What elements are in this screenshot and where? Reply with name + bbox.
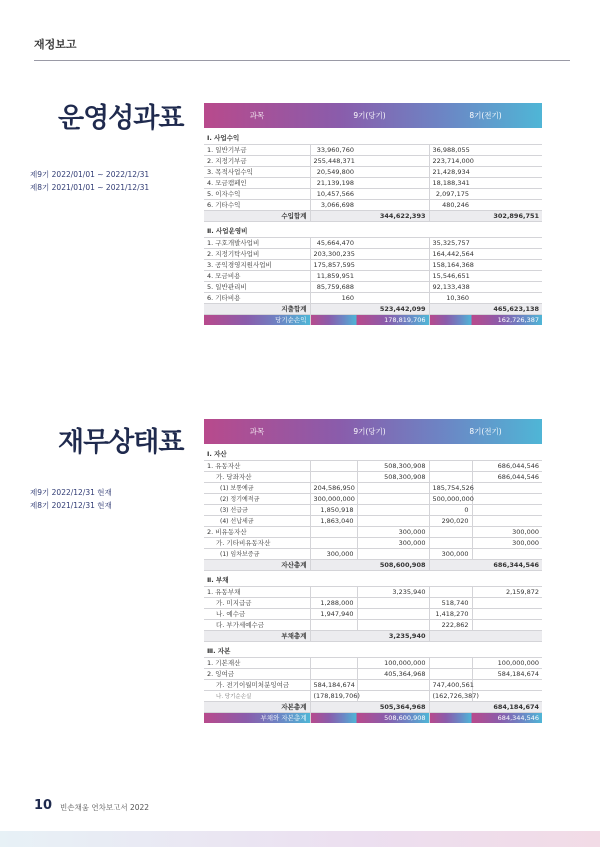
table-cell [310, 657, 357, 668]
col-prev: 8기(전기) [469, 427, 502, 436]
table-cell: 584,184,674 [472, 668, 542, 679]
table-cell: 5. 이자수익 [204, 188, 310, 199]
table-cell [472, 493, 542, 504]
table-cell: 203,300,235 [310, 248, 357, 259]
table-cell [357, 679, 429, 690]
table-cell [429, 630, 472, 641]
table-cell [310, 460, 357, 471]
table-cell [429, 303, 472, 314]
table-cell: (2) 정기예적금 [204, 493, 310, 504]
table-cell: 255,448,371 [310, 155, 357, 166]
table-cell: 100,000,000 [472, 657, 542, 668]
table-cell: 4. 모금비용 [204, 270, 310, 281]
subtotal-row [204, 630, 542, 641]
table-cell: 747,400,561 [429, 679, 472, 690]
table-cell [472, 248, 542, 259]
table-cell: 11,859,951 [310, 270, 357, 281]
table-cell: 3,066,698 [310, 199, 357, 210]
table-cell [357, 166, 429, 177]
table-row [204, 657, 542, 668]
table-cell: (1) 보통예금 [204, 482, 310, 493]
col-item: 과목 [249, 427, 265, 436]
table-cell: 302,896,751 [472, 210, 542, 221]
table-cell: 185,754,526 [429, 482, 472, 493]
table-cell: 36,988,055 [429, 144, 472, 155]
table-cell: 6. 기타수익 [204, 199, 310, 210]
table-cell: 465,623,138 [472, 303, 542, 314]
table-cell [429, 586, 472, 597]
table-cell: 162,726,387 [472, 314, 542, 325]
table-row [204, 177, 542, 188]
ops-title: 운영성과표 [58, 103, 184, 134]
table-cell: 2,097,175 [429, 188, 472, 199]
table-cell: 가. 당좌자산 [204, 471, 310, 482]
section-header: 재정보고 [34, 38, 77, 51]
table-cell [310, 630, 357, 641]
bs-table [204, 419, 542, 723]
table-cell: 686,344,546 [472, 559, 542, 570]
table-cell [357, 292, 429, 303]
table-cell: 405,364,968 [357, 668, 429, 679]
table-row [204, 597, 542, 608]
table-cell [472, 166, 542, 177]
table-cell: 300,000 [357, 526, 429, 537]
table-row [204, 504, 542, 515]
table-cell [472, 630, 542, 641]
table-cell: 21,139,198 [310, 177, 357, 188]
table-cell [472, 482, 542, 493]
table-cell: 300,000 [310, 548, 357, 559]
table-cell [357, 259, 429, 270]
table-cell [472, 177, 542, 188]
table-cell [357, 177, 429, 188]
table-cell [472, 199, 542, 210]
table-cell: 158,164,368 [429, 259, 472, 270]
table-cell: 300,000,000 [310, 493, 357, 504]
table-cell: 300,000 [472, 526, 542, 537]
table-cell [357, 237, 429, 248]
table-cell: 20,549,800 [310, 166, 357, 177]
table-cell: (4) 선납세금 [204, 515, 310, 526]
table-cell [429, 701, 472, 712]
table-cell: 10,360 [429, 292, 472, 303]
table-cell: 45,664,470 [310, 237, 357, 248]
table-cell: 1. 일반기부금 [204, 144, 310, 155]
table-cell: 부채와 자본총계 [204, 712, 310, 723]
table-cell: 다. 부가세예수금 [204, 619, 310, 630]
table-cell: (162,726,387) [429, 690, 472, 701]
table-cell: 508,600,908 [357, 712, 429, 723]
table-cell: 1. 유동자산 [204, 460, 310, 471]
ops-period [30, 168, 149, 194]
table-cell [429, 471, 472, 482]
bs-table-wrap [204, 419, 542, 723]
table-cell [310, 619, 357, 630]
table-cell: 300,000 [429, 548, 472, 559]
table-row [204, 155, 542, 166]
bs-period-cur: 제9기 2022/12/31 현재 [30, 488, 112, 497]
section-row [204, 574, 542, 586]
table-row [204, 548, 542, 559]
ops-table-wrap [204, 103, 542, 325]
table-cell: 33,960,760 [310, 144, 357, 155]
table-cell: 가. 미지급금 [204, 597, 310, 608]
table-cell: 당기순손익 [204, 314, 310, 325]
table-cell [472, 270, 542, 281]
table-cell: 518,740 [429, 597, 472, 608]
table-row [204, 526, 542, 537]
table-cell: 1. 구호개발사업비 [204, 237, 310, 248]
table-cell: 164,442,564 [429, 248, 472, 259]
table-row [204, 515, 542, 526]
table-cell: 가. 기타비유동자산 [204, 537, 310, 548]
table-cell [429, 657, 472, 668]
section-row [204, 225, 542, 237]
table-cell: 480,246 [429, 199, 472, 210]
table-cell: 3. 목적사업수익 [204, 166, 310, 177]
table-row [204, 166, 542, 177]
table-cell [357, 270, 429, 281]
table-cell [310, 586, 357, 597]
table-cell: 35,325,757 [429, 237, 472, 248]
table-cell [472, 144, 542, 155]
bs-period [30, 486, 112, 512]
subtotal-row [204, 210, 542, 221]
table-cell: (3) 선급금 [204, 504, 310, 515]
table-cell [310, 303, 357, 314]
table-row [204, 668, 542, 679]
table-cell: 222,862 [429, 619, 472, 630]
table-cell: 6. 기타비용 [204, 292, 310, 303]
table-cell [310, 314, 357, 325]
table-cell: 2. 비유동자산 [204, 526, 310, 537]
table-cell: 부채총계 [204, 630, 310, 641]
table-cell [472, 155, 542, 166]
table-cell: 686,044,546 [472, 471, 542, 482]
table-cell [472, 548, 542, 559]
table-cell: 508,300,908 [357, 460, 429, 471]
table-cell: 92,133,438 [429, 281, 472, 292]
table-cell [357, 482, 429, 493]
table-cell [357, 548, 429, 559]
table-cell: 508,300,908 [357, 471, 429, 482]
table-row [204, 237, 542, 248]
table-cell [357, 597, 429, 608]
table-cell: 505,364,968 [357, 701, 429, 712]
bs-header-row [204, 419, 542, 444]
table-cell: 204,586,950 [310, 482, 357, 493]
total-row [204, 712, 542, 723]
table-cell: 500,000,000 [429, 493, 472, 504]
table-cell: 1,863,040 [310, 515, 357, 526]
bs-period-prev: 제8기 2021/12/31 현재 [30, 501, 112, 510]
table-cell [429, 210, 472, 221]
bs-title: 재무상태표 [58, 427, 184, 458]
table-cell: 300,000 [357, 537, 429, 548]
table-cell [357, 188, 429, 199]
table-cell: 2. 지정기탁사업비 [204, 248, 310, 259]
table-cell [357, 199, 429, 210]
table-cell [472, 237, 542, 248]
table-cell [357, 619, 429, 630]
header-rule [34, 60, 570, 61]
table-row [204, 199, 542, 210]
table-cell [357, 493, 429, 504]
table-cell [310, 712, 357, 723]
col-cur: 9기(당기) [353, 111, 386, 120]
table-cell: 3,235,940 [357, 630, 429, 641]
table-cell [357, 515, 429, 526]
table-row [204, 608, 542, 619]
table-cell: 지출합계 [204, 303, 310, 314]
subtotal-row [204, 701, 542, 712]
table-cell: 10,457,566 [310, 188, 357, 199]
table-cell: 300,000 [472, 537, 542, 548]
table-cell [357, 144, 429, 155]
table-row [204, 144, 542, 155]
table-cell: 223,714,000 [429, 155, 472, 166]
table-cell [429, 314, 472, 325]
table-cell [310, 668, 357, 679]
table-cell: Ⅱ. 사업운영비 [204, 225, 542, 237]
table-cell: 523,442,099 [357, 303, 429, 314]
table-cell: 344,622,393 [357, 210, 429, 221]
table-cell: (178,819,706) [310, 690, 357, 701]
total-row [204, 314, 542, 325]
table-cell: 나. 당기순손실 [204, 690, 310, 701]
table-row [204, 270, 542, 281]
table-cell: 수입합계 [204, 210, 310, 221]
table-cell [472, 504, 542, 515]
table-cell [357, 155, 429, 166]
table-cell [472, 608, 542, 619]
ops-table [204, 103, 542, 325]
table-row [204, 537, 542, 548]
table-row [204, 188, 542, 199]
table-cell: 15,546,651 [429, 270, 472, 281]
table-cell [472, 292, 542, 303]
table-cell: 1. 기본재산 [204, 657, 310, 668]
table-cell [357, 248, 429, 259]
table-cell [357, 281, 429, 292]
col-cur: 9기(당기) [353, 427, 386, 436]
table-row [204, 460, 542, 471]
subtotal-row [204, 559, 542, 570]
table-cell [472, 619, 542, 630]
table-cell: 100,000,000 [357, 657, 429, 668]
table-cell: Ⅱ. 부채 [204, 574, 542, 586]
table-cell [429, 712, 472, 723]
page-number: 10 [34, 798, 53, 813]
table-cell: 자본총계 [204, 701, 310, 712]
table-cell: 686,044,546 [472, 460, 542, 471]
table-cell [357, 690, 429, 701]
table-row [204, 281, 542, 292]
table-cell: 178,819,706 [357, 314, 429, 325]
table-row [204, 259, 542, 270]
table-cell [310, 526, 357, 537]
ops-period-prev: 제8기 2021/01/01 ~ 2021/12/31 [30, 183, 150, 192]
table-cell: 1,947,940 [310, 608, 357, 619]
table-cell [357, 504, 429, 515]
table-cell: Ⅰ. 사업수익 [204, 132, 542, 144]
ops-header-row [204, 103, 542, 128]
table-cell [429, 668, 472, 679]
table-cell [357, 608, 429, 619]
table-cell: 584,184,674 [310, 679, 357, 690]
table-cell: 21,428,934 [429, 166, 472, 177]
table-cell: 2. 잉여금 [204, 668, 310, 679]
table-row [204, 690, 542, 701]
table-cell: 4. 모금캠페인 [204, 177, 310, 188]
table-cell [472, 515, 542, 526]
table-cell: 684,184,674 [472, 701, 542, 712]
table-row [204, 482, 542, 493]
table-cell: 0 [429, 504, 472, 515]
table-cell [472, 679, 542, 690]
table-row [204, 679, 542, 690]
table-cell [310, 471, 357, 482]
table-cell [310, 559, 357, 570]
table-cell: 가. 전기이월미처분잉여금 [204, 679, 310, 690]
footer-text: 빈손채움 연차보고서 2022 [60, 803, 150, 812]
table-cell: 2. 지정기부금 [204, 155, 310, 166]
table-row [204, 619, 542, 630]
section-row [204, 448, 542, 460]
table-cell: 85,759,688 [310, 281, 357, 292]
table-cell: 1,850,918 [310, 504, 357, 515]
table-row [204, 248, 542, 259]
table-cell [472, 259, 542, 270]
table-cell: 3. 공익경영지원사업비 [204, 259, 310, 270]
table-row [204, 292, 542, 303]
table-row [204, 586, 542, 597]
table-cell: 1,418,270 [429, 608, 472, 619]
table-cell: 1,288,000 [310, 597, 357, 608]
ops-period-cur: 제9기 2022/01/01 ~ 2022/12/31 [30, 170, 150, 179]
table-cell: Ⅲ. 자본 [204, 645, 542, 657]
table-cell: 508,600,908 [357, 559, 429, 570]
table-cell [310, 537, 357, 548]
table-cell [472, 690, 542, 701]
col-item: 과목 [249, 111, 265, 120]
table-cell: Ⅰ. 자산 [204, 448, 542, 460]
table-cell: (1) 임차보증금 [204, 548, 310, 559]
table-cell: 2,159,872 [472, 586, 542, 597]
section-row [204, 132, 542, 144]
table-cell: 자산총계 [204, 559, 310, 570]
table-cell [429, 537, 472, 548]
table-cell: 175,857,595 [310, 259, 357, 270]
table-row [204, 493, 542, 504]
table-cell [429, 559, 472, 570]
table-cell: 684,344,546 [472, 712, 542, 723]
table-cell: 5. 일반관리비 [204, 281, 310, 292]
section-row [204, 645, 542, 657]
table-cell: 나. 예수금 [204, 608, 310, 619]
table-cell [472, 597, 542, 608]
footer-band [0, 831, 600, 847]
table-cell: 290,020 [429, 515, 472, 526]
col-prev: 8기(전기) [469, 111, 502, 120]
table-cell [429, 460, 472, 471]
table-cell [429, 526, 472, 537]
table-cell [310, 701, 357, 712]
subtotal-row [204, 303, 542, 314]
table-cell: 1. 유동부채 [204, 586, 310, 597]
table-cell [472, 281, 542, 292]
table-cell [310, 210, 357, 221]
table-row [204, 471, 542, 482]
table-cell: 160 [310, 292, 357, 303]
table-cell: 18,188,341 [429, 177, 472, 188]
table-cell [472, 188, 542, 199]
table-cell: 3,235,940 [357, 586, 429, 597]
